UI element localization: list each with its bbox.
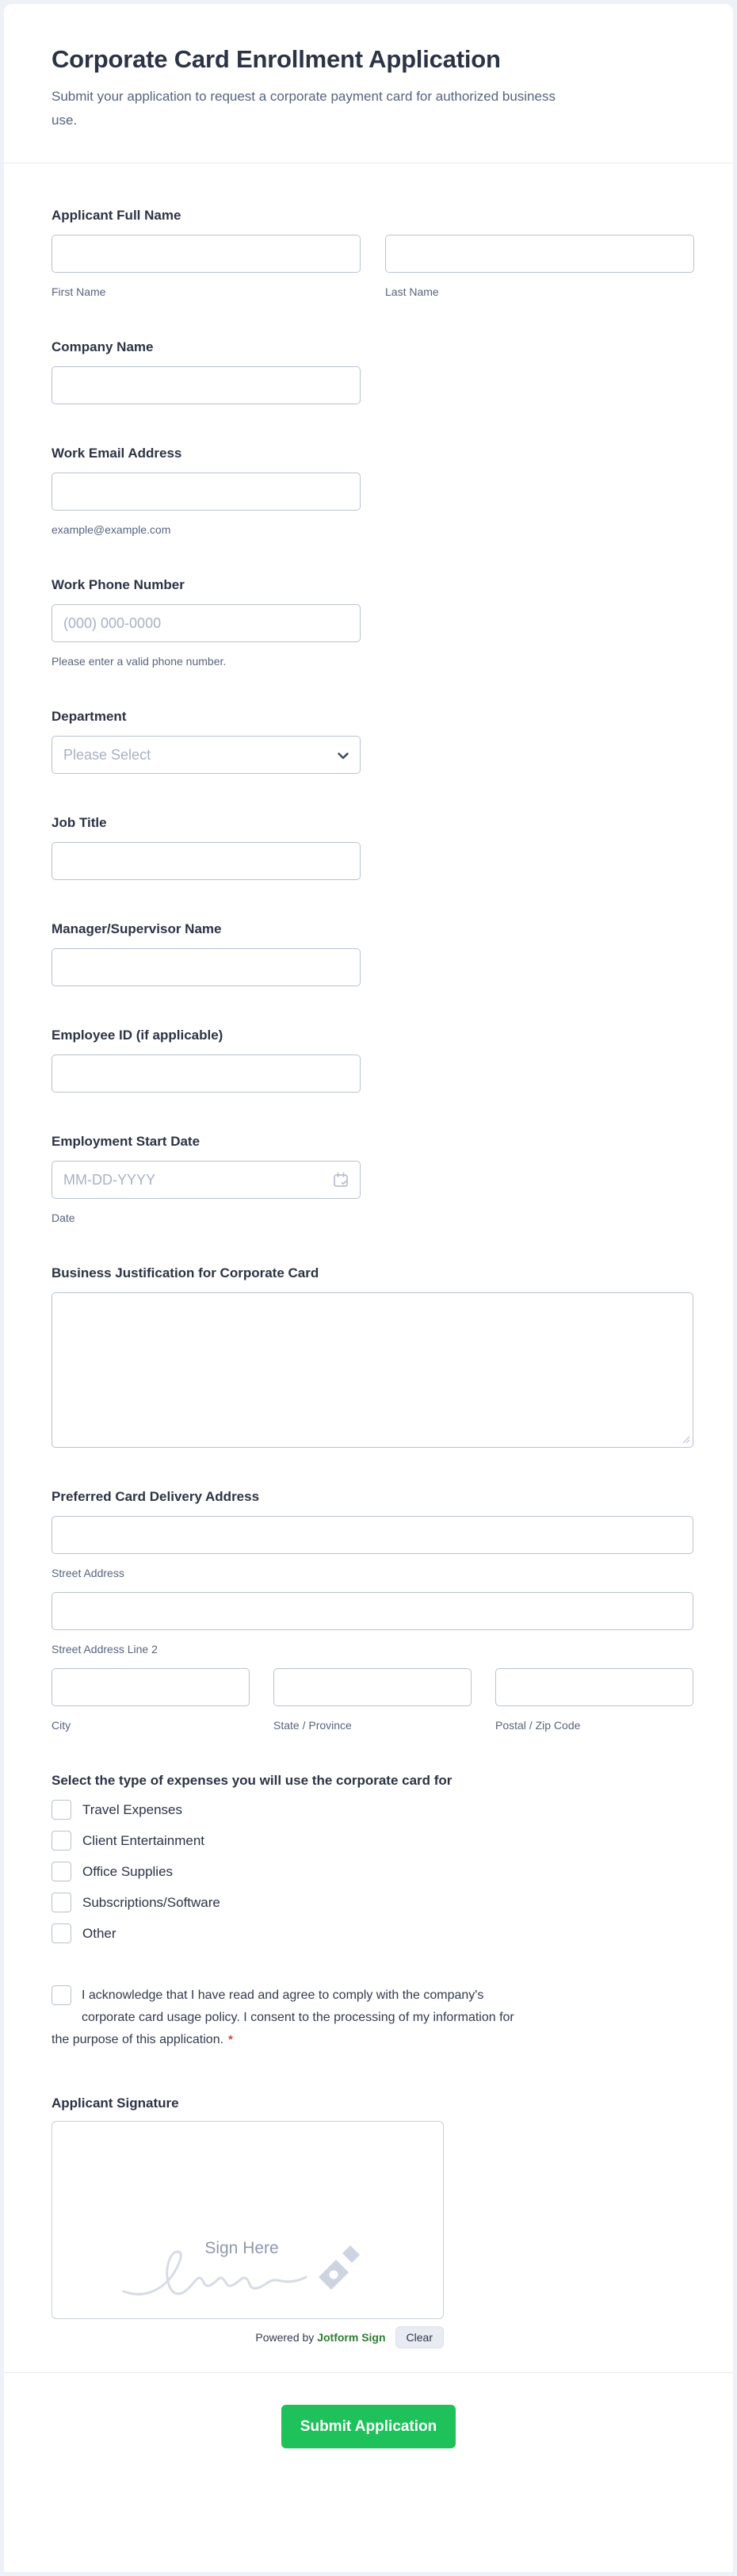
submit-button[interactable]: Submit Application	[281, 2405, 456, 2448]
first-name-sublabel: First Name	[52, 285, 106, 298]
department-select[interactable]	[52, 736, 361, 774]
field-manager-name	[52, 921, 689, 986]
page-subtitle: Submit your application to request a corporate payment card for authorized business use.	[52, 89, 556, 128]
delivery-address-label: Preferred Card Delivery Address	[52, 1489, 260, 1504]
street-address2-input[interactable]	[52, 1592, 693, 1630]
company-name-input[interactable]	[52, 366, 361, 404]
work-phone-label: Work Phone Number	[52, 577, 185, 592]
street-address-sublabel: Street Address	[52, 1567, 124, 1579]
department-label: Department	[52, 709, 127, 724]
postal-sublabel: Postal / Zip Code	[495, 1719, 581, 1732]
form-card	[4, 4, 733, 2572]
field-department	[52, 709, 689, 774]
start-date-label: Employment Start Date	[52, 1134, 200, 1149]
other-expenses-checkbox[interactable]	[52, 1923, 71, 1943]
justification-label: Business Justification for Corporate Card	[52, 1265, 319, 1280]
resize-handle-icon[interactable]	[682, 1436, 690, 1444]
first-name-input[interactable]	[52, 235, 361, 273]
expense-option-row	[52, 1862, 689, 1881]
justification-textarea[interactable]	[52, 1292, 693, 1448]
street-address2-sublabel: Street Address Line 2	[52, 1643, 158, 1655]
field-job-title	[52, 815, 689, 880]
signature-label: Applicant Signature	[52, 2096, 179, 2111]
travel-expenses-checkbox[interactable]	[52, 1800, 71, 1820]
client-entertainment-checkbox[interactable]	[52, 1831, 71, 1851]
form-body	[4, 163, 733, 2372]
acknowledgment-checkbox[interactable]	[52, 1985, 71, 2005]
field-expense-types	[52, 1773, 689, 1943]
work-email-input[interactable]	[52, 473, 361, 511]
office-supplies-checkbox[interactable]	[52, 1862, 71, 1881]
field-justification	[52, 1265, 689, 1448]
jotform-sign-brand: Jotform Sign	[317, 2331, 386, 2344]
field-delivery-address	[52, 1489, 689, 1732]
work-email-helper: example@example.com	[52, 523, 171, 536]
expense-option-row	[52, 1800, 689, 1820]
expense-option-label[interactable]: Other	[82, 1925, 116, 1941]
work-phone-helper: Please enter a valid phone number.	[52, 655, 227, 668]
powered-by-prefix: Powered by	[255, 2331, 315, 2344]
job-title-input[interactable]	[52, 842, 361, 880]
calendar-icon[interactable]	[332, 1171, 349, 1188]
field-work-phone	[52, 577, 689, 668]
field-employee-id	[52, 1028, 689, 1093]
start-date-helper: Date	[52, 1211, 75, 1224]
applicant-name-label: Applicant Full Name	[52, 208, 181, 223]
field-signature	[52, 2096, 689, 2348]
required-asterisk: *	[228, 2033, 233, 2046]
expense-types-label: Select the type of expenses you will use the corporate card for	[52, 1773, 453, 1788]
pen-nib-icon	[319, 2245, 360, 2290]
company-name-label: Company Name	[52, 339, 154, 354]
department-select-value: Please Select	[63, 746, 151, 763]
manager-name-label: Manager/Supervisor Name	[52, 921, 222, 936]
employee-id-label: Employee ID (if applicable)	[52, 1028, 223, 1043]
form-header	[4, 4, 733, 163]
acknowledgment-text: I acknowledge that I have read and agree to comply with the company's corporate card usage policy. I consent to the processing of my information for the purpose of this application.	[52, 1988, 514, 2046]
job-title-label: Job Title	[52, 815, 107, 830]
field-applicant-name	[52, 208, 689, 298]
submit-section	[4, 2372, 733, 2572]
expense-option-row	[52, 1831, 689, 1851]
subscriptions-software-checkbox[interactable]	[52, 1893, 71, 1912]
work-phone-input[interactable]	[52, 604, 361, 642]
field-work-email	[52, 446, 689, 536]
clear-signature-button[interactable]: Clear	[395, 2326, 444, 2348]
last-name-input[interactable]	[385, 235, 694, 273]
postal-input[interactable]	[495, 1668, 693, 1706]
expense-option-label[interactable]: Client Entertainment	[82, 1832, 205, 1848]
expense-option-label[interactable]: Subscriptions/Software	[82, 1894, 220, 1910]
state-sublabel: State / Province	[273, 1719, 352, 1732]
sign-here-hint: Sign Here	[204, 2239, 279, 2257]
field-acknowledgment	[52, 1985, 689, 2051]
expense-option-label[interactable]: Office Supplies	[82, 1863, 174, 1879]
page-title: Corporate Card Enrollment Application	[52, 45, 501, 73]
powered-by-text	[255, 2331, 385, 2344]
city-input[interactable]	[52, 1668, 250, 1706]
start-date-input[interactable]	[52, 1161, 361, 1199]
city-sublabel: City	[52, 1719, 71, 1732]
signature-pad[interactable]	[52, 2121, 444, 2319]
street-address-input[interactable]	[52, 1516, 693, 1554]
field-company-name	[52, 339, 689, 404]
chevron-down-icon	[338, 752, 349, 760]
expense-option-row	[52, 1923, 689, 1943]
employee-id-input[interactable]	[52, 1055, 361, 1093]
state-input[interactable]	[273, 1668, 472, 1706]
expense-option-label[interactable]: Travel Expenses	[82, 1801, 182, 1817]
work-email-label: Work Email Address	[52, 446, 182, 461]
last-name-sublabel: Last Name	[385, 285, 439, 298]
expense-option-row	[52, 1893, 689, 1912]
field-start-date	[52, 1134, 689, 1224]
manager-name-input[interactable]	[52, 948, 361, 986]
